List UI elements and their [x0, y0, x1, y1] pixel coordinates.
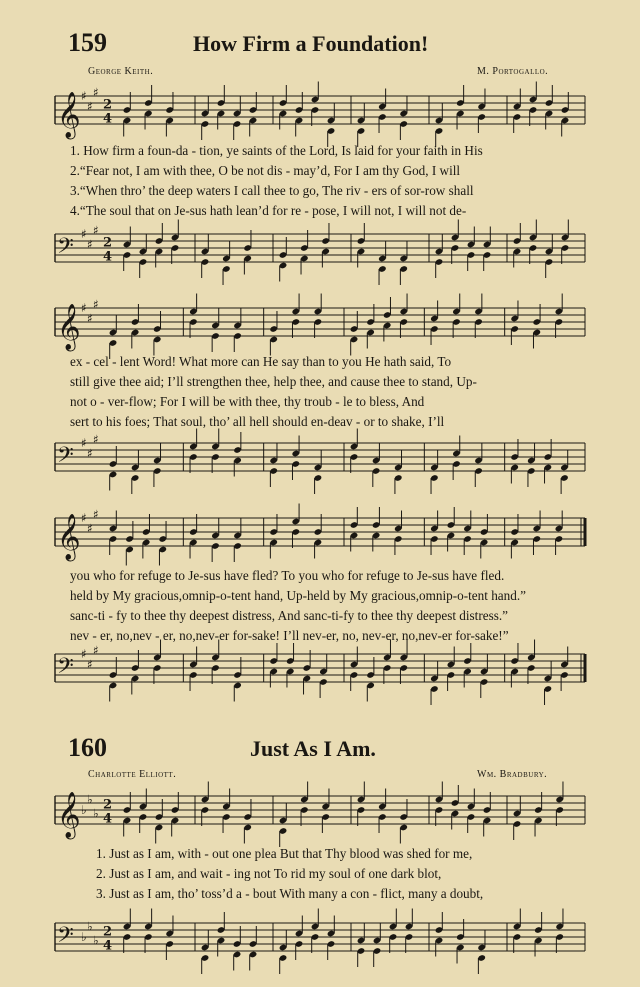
- flat-icon: ♭: [87, 919, 93, 934]
- sharp-icon: ♯: [81, 511, 87, 525]
- lyric-verse-3: 3. Just as I am, tho’ toss’d a - bout With many a con - flict, many a doubt,: [96, 886, 484, 901]
- lyric-verse-2: 2.“Fear not, I am with thee, O be not dis - may’d, For I am thy God, I will: [70, 163, 461, 178]
- time-signature-upper: 2: [103, 797, 113, 813]
- sharp-icon: ♯: [87, 446, 93, 461]
- bass-staff-hymn-160: [0, 905, 640, 975]
- treble-staff-system-1: [0, 78, 640, 148]
- sharp-icon: ♯: [81, 436, 87, 450]
- sharp-icon: ♯: [87, 99, 93, 114]
- flat-icon: ♭: [87, 792, 93, 807]
- lyric-verse-3: not o - ver-flow; For I will be with thee, thy troub - le to bless, And: [70, 394, 425, 409]
- sharp-icon: ♯: [87, 657, 93, 672]
- sharp-icon: ♯: [81, 89, 87, 103]
- time-signature-lower: 4: [103, 249, 113, 265]
- lyrics-hymn-160: [96, 844, 616, 904]
- hymn-number: 159: [68, 28, 107, 57]
- sharp-icon: ♯: [93, 85, 99, 100]
- bass-clef-icon: 𝄢: [57, 443, 74, 473]
- lyricist-credit: Charlotte Elliott.: [88, 769, 177, 780]
- sharp-icon: ♯: [93, 297, 99, 312]
- sharp-icon: ♯: [87, 521, 93, 536]
- flat-icon: ♭: [93, 806, 99, 821]
- bass-staff-system-3: [0, 636, 640, 706]
- lyric-verse-1: 1. Just as I am, with - out one plea But that Thy blood was shed for me,: [96, 846, 473, 861]
- bass-clef-icon: 𝄢: [57, 654, 74, 684]
- lyrics-system-3: [70, 566, 590, 646]
- sharp-icon: ♯: [93, 223, 99, 238]
- flat-icon: ♭: [93, 933, 99, 948]
- sharp-icon: ♯: [93, 643, 99, 658]
- lyric-verse-4: 4.“The soul that on Je-sus hath lean’d for re - pose, I will not, I will not de-: [70, 203, 467, 218]
- time-signature-lower: 4: [103, 111, 113, 127]
- lyrics-system-2: [70, 352, 590, 432]
- flat-icon: ♭: [81, 803, 87, 817]
- bass-staff-system-2: [0, 425, 640, 495]
- sharp-icon: ♯: [81, 647, 87, 661]
- lyric-verse-3: sanc-ti - fy to thee thy deepest distress, And sanc-ti-fy to thee thy deepest distress.”: [70, 608, 509, 623]
- treble-clef-icon: 𝄞: [57, 514, 81, 560]
- hymn-title: How Firm a Foundation!: [193, 31, 429, 56]
- treble-clef-icon: 𝄞: [57, 92, 81, 138]
- lyric-verse-1: ex - cel - lent Word! What more can He say than to you He hath said, To: [70, 354, 452, 369]
- lyric-verse-3: 3.“When thro’ the deep waters I call thee to go, The riv - ers of sor-row shall: [70, 183, 474, 198]
- bass-clef-icon: 𝄢: [57, 923, 74, 953]
- hymn-number: 160: [68, 733, 107, 762]
- time-signature-upper: 2: [103, 924, 113, 940]
- flat-icon: ♭: [81, 930, 87, 944]
- sharp-icon: ♯: [93, 432, 99, 447]
- sharp-icon: ♯: [87, 237, 93, 252]
- lyric-verse-4: nev - er, no,nev - er, no,nev-er for-sake! I’ll nev-er, no, nev-er, no,nev-er for-sake!”: [70, 628, 509, 643]
- hymn-160-header: [0, 733, 640, 773]
- lyric-verse-1: you who for refuge to Je-sus have fled? To you who for refuge to Je-sus have fled.: [70, 568, 505, 583]
- time-signature-lower: 4: [103, 811, 113, 827]
- hymn-title: Just As I Am.: [250, 736, 376, 761]
- treble-clef-icon: 𝄞: [57, 792, 81, 838]
- sharp-icon: ♯: [81, 301, 87, 315]
- treble-staff-system-2: [0, 290, 640, 360]
- time-signature-upper: 2: [103, 235, 113, 251]
- treble-clef-icon: 𝄞: [57, 304, 81, 350]
- composer-credit: M. Portogallo.: [477, 66, 549, 77]
- sharp-icon: ♯: [87, 311, 93, 326]
- treble-staff-hymn-160: [0, 778, 640, 848]
- sharp-icon: ♯: [81, 227, 87, 241]
- lyric-verse-2: held by My gracious,omnip-o-tent hand, Up-held by My gracious,omnip-o-tent hand.”: [70, 588, 526, 603]
- time-signature-lower: 4: [103, 938, 113, 954]
- sharp-icon: ♯: [93, 507, 99, 522]
- lyrics-system-1: [70, 141, 590, 221]
- lyric-verse-1: 1. How firm a foun-da - tion, ye saints of the Lord, Is laid for your faith in His: [70, 143, 483, 158]
- lyricist-credit: George Keith.: [88, 66, 154, 77]
- time-signature-upper: 2: [103, 97, 113, 113]
- lyric-verse-4: sert to his foes; That soul, tho’ all hell should en-deav - or to shake, I’ll: [70, 414, 445, 429]
- bass-clef-icon: 𝄢: [57, 234, 74, 264]
- lyric-verse-2: still give thee aid; I’ll strengthen thee, help thee, and cause thee to stand, Up-: [70, 374, 477, 389]
- hymn-159-header: [0, 28, 640, 68]
- treble-staff-system-3: [0, 500, 640, 570]
- bass-staff-system-1: [0, 216, 640, 286]
- composer-credit: Wm. Bradbury.: [477, 769, 548, 780]
- lyric-verse-2: 2. Just as I am, and wait - ing not To rid my soul of one dark blot,: [96, 866, 442, 881]
